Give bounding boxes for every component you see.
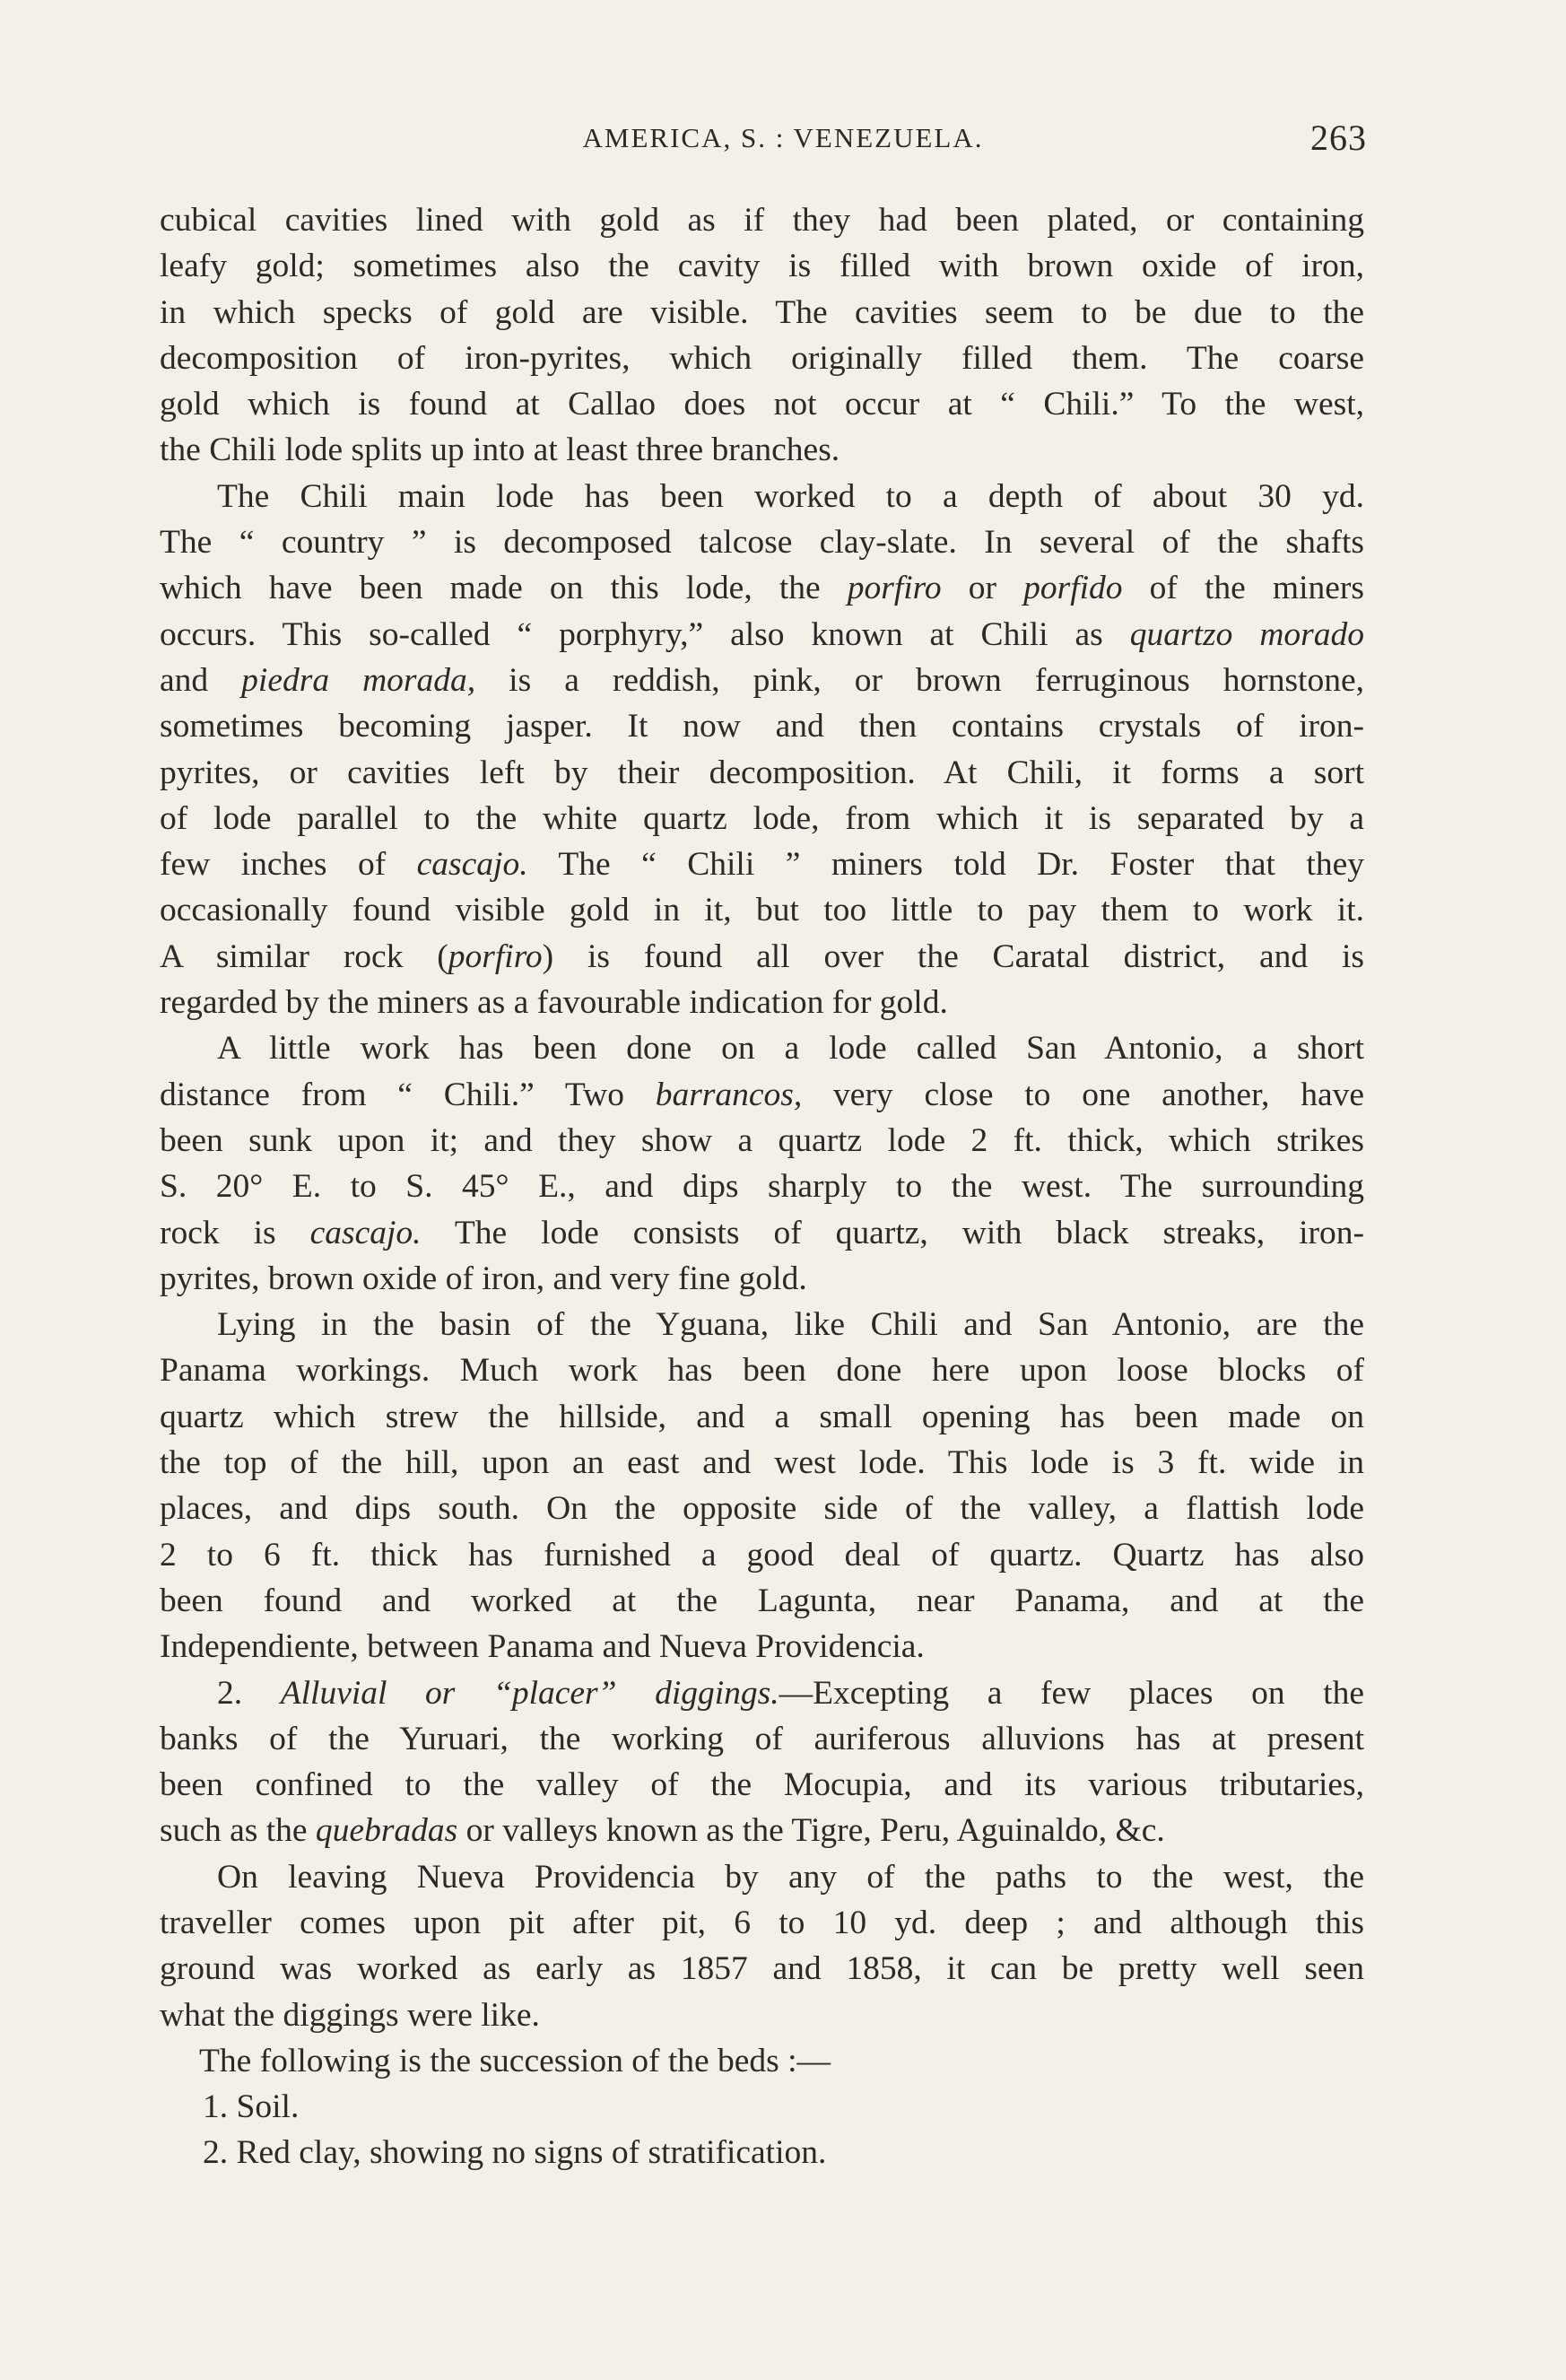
text-run: of the miners	[1122, 570, 1364, 607]
text-line	[160, 381, 1364, 427]
text-line	[160, 887, 1364, 933]
text-run: 2 to 6 ft. thick has furnished a good deal of quartz. Quartz has also	[160, 1536, 1364, 1574]
text-run: The lode consists of quartz, with black streaks, iron-	[421, 1214, 1364, 1251]
text-line	[160, 1854, 1364, 1900]
text-run: what the diggings were like.	[160, 1996, 540, 2034]
text-run: regarded by the miners as a favourable indication for gold.	[160, 984, 948, 1022]
text-line	[160, 1716, 1364, 1762]
text-line	[160, 1486, 1364, 1531]
italic-term: cascajo.	[416, 846, 528, 884]
text-line	[160, 1210, 1364, 1256]
text-line	[160, 703, 1364, 749]
text-run: traveller comes upon pit after pit, 6 to 10 yd. deep ; and although this	[160, 1904, 1364, 1941]
italic-term: cascajo.	[309, 1214, 422, 1251]
text-line	[160, 1072, 1364, 1118]
italic-term: barrancos,	[655, 1076, 803, 1113]
text-line	[160, 934, 1364, 980]
text-line	[160, 796, 1364, 841]
text-line	[160, 1440, 1364, 1486]
text-run: S. 20° E. to S. 45° E., and dips sharply to the west. The surrounding	[160, 1168, 1364, 1206]
running-title: AMERICA, S. : VENEZUELA.	[582, 122, 984, 153]
text-run: Panama workings. Much work has been done here upon loose blocks of	[160, 1352, 1364, 1390]
text-run: 1. Soil.	[203, 2088, 300, 2126]
text-run: A similar rock (	[160, 937, 448, 975]
text-run: of lode parallel to the white quartz lode, from which it is separated by a	[160, 799, 1364, 837]
text-run: The “ Chili ” miners told Dr. Foster that they	[527, 846, 1364, 884]
text-line	[160, 2038, 1364, 2084]
text-run: cubical cavities lined with gold as if they had been plated, or containing	[160, 202, 1364, 239]
text-line	[160, 841, 1364, 887]
text-run: The Chili main lode has been worked to a depth of about 30 yd.	[217, 477, 1364, 515]
text-line	[160, 1256, 1364, 1302]
italic-term: porfiro	[448, 937, 543, 975]
text-line	[160, 1347, 1364, 1393]
text-line	[160, 1302, 1364, 1347]
italic-term: quebradas	[315, 1812, 458, 1850]
text-run: been confined to the valley of the Mocupia, and its various tributaries,	[160, 1766, 1364, 1804]
text-run: and	[160, 661, 242, 699]
text-run: distance from “ Chili.” Two	[160, 1076, 656, 1113]
text-run: gold which is found at Callao does not occur at “ Chili.” To the west,	[160, 386, 1364, 423]
text-run: or	[941, 570, 1024, 607]
text-run: the top of the hill, upon an east and west lode. This lode is 3 ft. wide in	[160, 1444, 1364, 1482]
text-run: Lying in the basin of the Yguana, like Chili and San Antonio, are the	[217, 1306, 1364, 1344]
text-line	[160, 750, 1364, 796]
text-line	[160, 1532, 1364, 1578]
italic-term: porfiro	[847, 570, 942, 607]
text-run: is a reddish, pink, or brown ferruginous hornstone,	[475, 661, 1364, 699]
text-run: such as the	[160, 1812, 316, 1850]
text-line	[160, 1164, 1364, 1209]
text-run: or valleys known as the Tigre, Peru, Aguinaldo, &c.	[457, 1812, 1165, 1850]
text-run: places, and dips south. On the opposite side of the valley, a flattish lode	[160, 1490, 1364, 1528]
body-text	[160, 197, 1364, 2176]
text-line	[160, 197, 1364, 243]
text-line	[160, 1762, 1364, 1808]
text-run: been sunk upon it; and they show a quartz lode 2 ft. thick, which strikes	[160, 1121, 1364, 1159]
text-line	[160, 1394, 1364, 1440]
text-run: banks of the Yuruari, the working of auriferous alluvions has at present	[160, 1720, 1364, 1757]
text-line	[160, 612, 1364, 658]
text-line	[160, 1808, 1364, 1853]
text-run: 2.	[217, 1674, 281, 1712]
text-run: the Chili lode splits up into at least three branches.	[160, 432, 840, 469]
text-run: ) is found all over the Caratal district, and is	[542, 937, 1364, 975]
italic-term: porfido	[1023, 570, 1123, 607]
text-run: decomposition of iron-pyrites, which originally filled them. The coarse	[160, 339, 1364, 377]
text-run: leafy gold; sometimes also the cavity is filled with brown oxide of iron,	[160, 248, 1364, 285]
text-line	[160, 519, 1364, 565]
text-line	[160, 565, 1364, 611]
text-line	[160, 1670, 1364, 1716]
text-run: which have been made on this lode, the	[160, 570, 848, 607]
text-run: very close to one another, have	[802, 1076, 1364, 1113]
text-line	[160, 1578, 1364, 1624]
text-run: A little work has been done on a lode called San Antonio, a short	[217, 1030, 1364, 1068]
text-line	[160, 1900, 1364, 1946]
text-line	[160, 427, 1364, 473]
text-run: The following is the succession of the beds :—	[199, 2042, 831, 2079]
text-run: —Excepting a few places on the	[779, 1674, 1364, 1712]
text-line	[160, 243, 1364, 289]
text-run: Independiente, between Panama and Nueva Providencia.	[160, 1628, 925, 1666]
text-line	[160, 2130, 1364, 2175]
text-line	[160, 336, 1364, 381]
text-run: few inches of	[160, 846, 417, 884]
text-run: The “ country ” is decomposed talcose clay-slate. In several of the shafts	[160, 524, 1364, 562]
page-number: 263	[1310, 118, 1367, 158]
italic-term: Alluvial or “placer” diggings.	[280, 1674, 779, 1712]
text-line	[160, 1118, 1364, 1164]
text-run: ground was worked as early as 1857 and 1858, it can be pretty well seen	[160, 1950, 1364, 1988]
page-header	[0, 118, 1566, 163]
italic-term: piedra morada,	[241, 661, 476, 699]
text-run: pyrites, brown oxide of iron, and very fine gold.	[160, 1260, 807, 1297]
text-line	[160, 290, 1364, 336]
text-line	[160, 1025, 1364, 1071]
text-run: been found and worked at the Lagunta, near Panama, and at the	[160, 1582, 1364, 1619]
text-line	[160, 658, 1364, 703]
text-line	[160, 980, 1364, 1025]
text-run: pyrites, or cavities left by their decomposition. At Chili, it forms a sort	[160, 754, 1364, 791]
italic-term: quartzo morado	[1129, 615, 1364, 653]
text-run: occasionally found visible gold in it, but too little to pay them to work it.	[160, 892, 1364, 929]
text-line	[160, 474, 1364, 519]
text-run: quartz which strew the hillside, and a small opening has been made on	[160, 1398, 1364, 1435]
text-line	[160, 1946, 1364, 1992]
text-line	[160, 2084, 1364, 2130]
text-run: rock is	[160, 1214, 310, 1251]
text-run: sometimes becoming jasper. It now and then contains crystals of iron-	[160, 708, 1364, 745]
text-run: in which specks of gold are visible. The cavities seem to be due to the	[160, 293, 1364, 331]
text-line	[160, 1624, 1364, 1669]
text-run: 2. Red clay, showing no signs of stratification.	[203, 2134, 827, 2172]
text-run: occurs. This so-called “ porphyry,” also known at Chili as	[160, 615, 1130, 653]
text-run: On leaving Nueva Providencia by any of the paths to the west, the	[217, 1858, 1364, 1896]
text-line	[160, 1992, 1364, 2038]
